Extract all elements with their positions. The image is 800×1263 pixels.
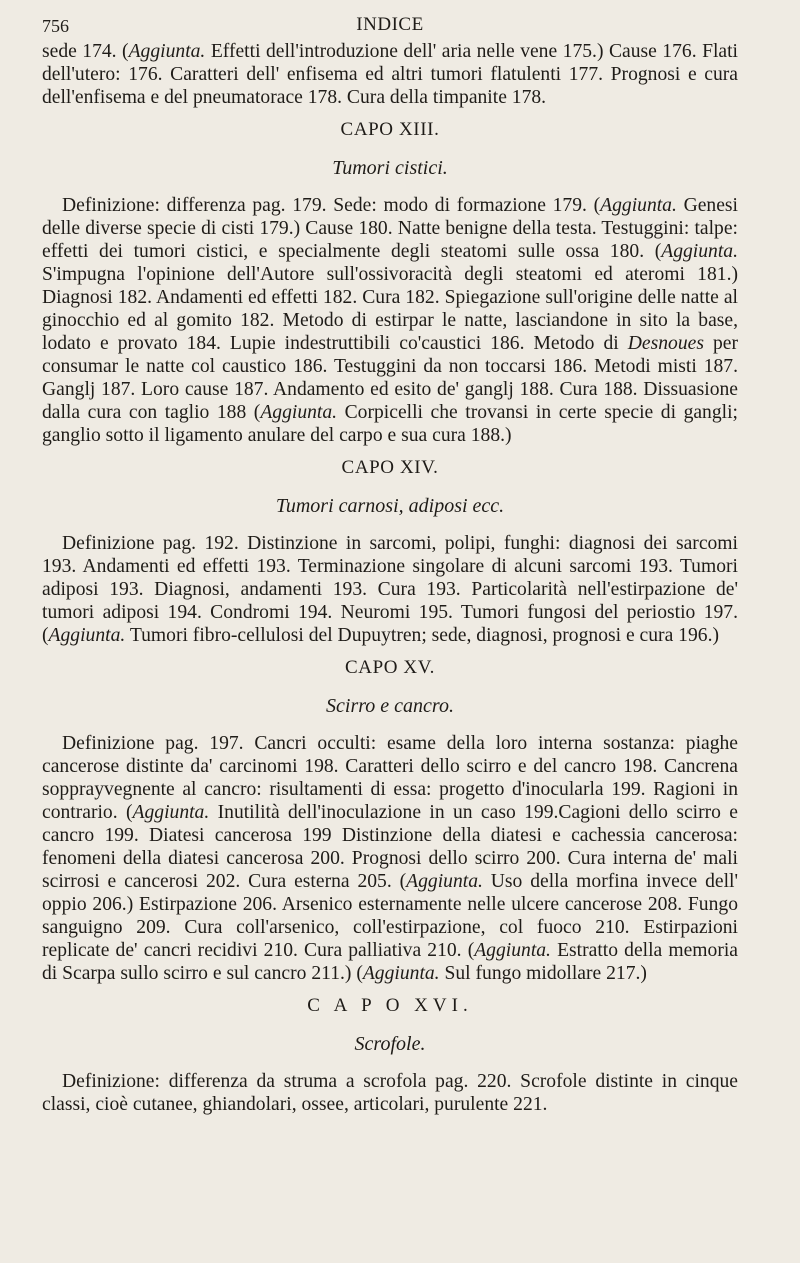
running-title: INDICE [356, 14, 424, 35]
page-header [42, 14, 738, 40]
chapter-heading-15: CAPO XV. [345, 657, 435, 678]
aggiunta-label: Aggiunta. [260, 402, 338, 423]
chapter-subtitle-14: Tumori carnosi, adiposi ecc. [275, 495, 505, 517]
aggiunta-label: Aggiunta. [132, 802, 210, 823]
chapter-16-text-1: Definizione: differenza da struma a scrofola pag. 220. Scrofole distinte in cinque classi, cioè cutanee, ghiandolari, ossee, articolari, purulente 221. [42, 1071, 738, 1115]
chapter-heading-13: CAPO XIII. [340, 119, 440, 140]
chapter-16-paragraph [42, 1070, 738, 1116]
chapter-13-text-1: Definizione: differenza pag. 179. Sede: modo di formazione 179. ( [62, 195, 601, 216]
chapter-15-text-2: Inutilità dell'inoculazione in un caso 199.Cagioni dello scirro e cancro 199. Diatesi cancerosa 199 Distinzione della diatesi e cachessia cancerosa: fenomeni della diatesi cancerosa 200. Prognosi dello scirro 200. Cura interna de' mali scirrosi e cancerosi 202. Cura esterna 205. ( [42, 802, 739, 892]
chapter-subtitle-16: Scrofole. [354, 1033, 426, 1055]
chapter-14-paragraph [42, 532, 738, 647]
chapter-13-text-3: S'impugna l'opinione dell'Autore sull'ossivoracità degli steatomi ed ateromi 181.) Diagnosi 182. Andamenti ed effetti 182. Cura 182. Spiegazione sull'origine delle natte al ginocchio ed al gomito 182. Metodo di estirpar le natte, lasciandone in sito la base, lodato e provato 184. Lupie indestruttibili co'caustici 186. Metodo di [42, 264, 738, 354]
page-number: 756 [42, 16, 69, 36]
chapter-15-text-4: Estratto della memoria di Scarpa sullo scirro e sul cancro 211.) ( [42, 940, 738, 984]
aggiunta-label: Aggiunta. [600, 195, 677, 216]
aggiunta-label: Aggiunta. [406, 871, 483, 892]
aggiunta-label: Aggiunta. [661, 241, 738, 262]
intro-text-2: Effetti dell'introduzione dell' aria nelle vene 175.) Cause 176. Flati dell'utero: 176. Caratteri dell' enfisema ed altri tumori flatulenti 177. Prognosi e cura dell'enfisema e del pneumatorace 178. Cura della timpanite 178. [42, 41, 738, 108]
intro-paragraph [42, 40, 738, 109]
chapter-15-text-5: Sul fungo midollare 217.) [439, 963, 647, 984]
chapter-13-text-4: per consumar le natte col caustico 186. Testuggini da non toccarsi 186. Metodi misti 187. Ganglj 187. Loro cause 187. Andamento ed esito de' ganglj 188. Cura 188. Dissuasione dalla cura con taglio 188 ( [42, 333, 739, 423]
chapter-14-text-2: Tumori fibro-cellulosi del Dupuytren; sede, diagnosi, prognosi e cura 196.) [125, 625, 719, 646]
aggiunta-label: Aggiunta. [128, 41, 206, 62]
aggiunta-label: Aggiunta. [474, 940, 551, 961]
chapter-heading-14: CAPO XIV. [341, 457, 439, 478]
chapter-14-text-1: Definizione pag. 192. Distinzione in sarcomi, polipi, funghi: diagnosi dei sarcomi 193. Andamenti ed effetti 193. Terminazione singolare di alcuni sarcomi 193. Tumori adiposi 193. Diagnosi, andamenti 193. Cura 193. Particolarità nell'estirpazione de' tumori adiposi 194. Condromi 194. Neuromi 195. Tumori fungosi del periostio 197. ( [42, 533, 738, 646]
chapter-subtitle-15: Scirro e cancro. [326, 695, 454, 717]
aggiunta-label: Aggiunta. [362, 963, 440, 984]
chapter-13-text-5: Corpicelli che trovansi in certe specie di gangli; ganglio sotto il ligamento anulare del carpo e sua cura 188.) [42, 402, 738, 446]
chapter-heading-16: C A P O XVI. [307, 995, 473, 1016]
author-name-desnoues: Desnoues [627, 333, 704, 354]
chapter-15-paragraph [42, 732, 738, 985]
chapter-subtitle-13: Tumori cistici. [332, 157, 448, 179]
chapter-15-text-3: Uso della morfina invece dell' oppio 206.) Estirpazione 206. Arsenico esternamente nelle ulcere cancerose 208. Fungo sanguigno 209. Cura coll'arsenico, coll'estirpazione, col fuoco 210. Estirpazioni replicate de' cancri recidivi 210. Cura palliativa 210. ( [42, 871, 738, 961]
aggiunta-label: Aggiunta. [48, 625, 126, 646]
chapter-13-paragraph [42, 194, 738, 447]
intro-text-1: sede 174. ( [42, 41, 129, 62]
chapter-15-text-1: Definizione pag. 197. Cancri occulti: esame della loro interna sostanza: piaghe cancerose distinte da' carcinomi 198. Caratteri dello scirro e del cancro 198. Cancrena sopprayvegnente al cancro: risultamenti di essa: progetto d'inocularla 199. Ragioni in contrario. ( [42, 733, 738, 823]
chapter-13-text-2: Genesi delle diverse specie di cisti 179.) Cause 180. Natte benigne della testa. Testuggini: talpe: effetti dei tumori cistici, e specialmente degli steatomi sulle ossa 180. ( [42, 195, 738, 262]
